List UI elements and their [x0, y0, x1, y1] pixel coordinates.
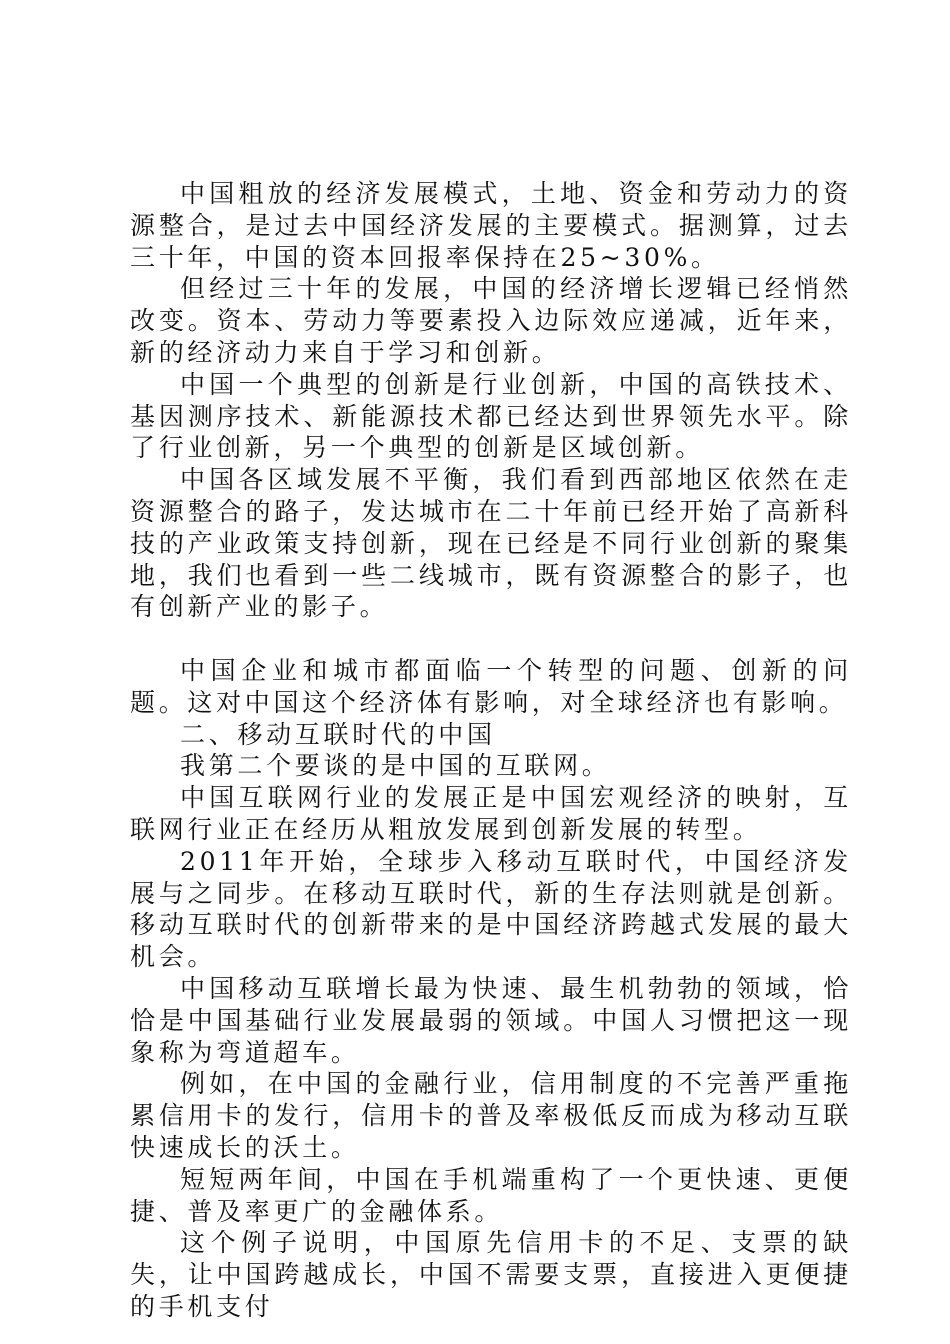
paragraph-3: 中国一个典型的创新是行业创新，中国的高铁技术、基因测序技术、新能源技术都已经达到世界领先水平。除了行业创新，另一个典型的创新是区域创新。	[130, 369, 852, 463]
paragraph-5: 中国企业和城市都面临一个转型的问题、创新的问题。这对中国这个经济体有影响，对全球经济也有影响。	[130, 655, 852, 717]
paragraph-12: 这个例子说明，中国原先信用卡的不足、支票的缺失，让中国跨越成长，中国不需要支票，直接进入更便捷的手机支付	[130, 1228, 852, 1321]
paragraph-2: 但经过三十年的发展，中国的经济增长逻辑已经悄然改变。资本、劳动力等要素投入边际效应递减，近年来，新的经济动力来自于学习和创新。	[130, 274, 852, 367]
section-heading: 二、移动互联时代的中国	[180, 719, 496, 749]
paragraph-1: 中国粗放的经济发展模式，土地、资金和劳动力的资源整合，是过去中国经济发展的主要模式。据测算，过去三十年，中国的资本回报率保持在25~30%。	[130, 179, 852, 272]
paragraph-10: 例如，在中国的金融行业，信用制度的不完善严重拖累信用卡的发行，信用卡的普及率极低反而成为移动互联快速成长的沃土。	[130, 1069, 852, 1162]
paragraph-4: 中国各区域发展不平衡，我们看到西部地区依然在走资源整合的路子，发达城市在二十年前已经开始了高新科技的产业政策支持创新，现在已经是不同行业创新的聚集地，我们也看到一些二线城市，既有资源整合的影子，也有创新产业的影子。	[130, 465, 852, 622]
paragraph-7: 中国互联网行业的发展正是中国宏观经济的映射，互联网行业正在经历从粗放发展到创新发展的转型。	[130, 783, 852, 844]
paragraph-8: 2011年开始，全球步入移动互联时代，中国经济发展与之同步。在移动互联时代，新的生存法则就是创新。移动互联时代的创新带来的是中国经济跨越式发展的最大机会。	[130, 846, 852, 972]
document-body	[130, 178, 852, 1323]
paragraph-6: 我第二个要谈的是中国的互联网。	[180, 751, 611, 781]
paragraph-9: 中国移动互联增长最为快速、最生机勃勃的领域，恰恰是中国基础行业发展最弱的领域。中国人习惯把这一现象称为弯道超车。	[130, 973, 852, 1067]
paragraph-11: 短短两年间，中国在手机端重构了一个更快速、更便捷、普及率更广的金融体系。	[130, 1164, 852, 1226]
